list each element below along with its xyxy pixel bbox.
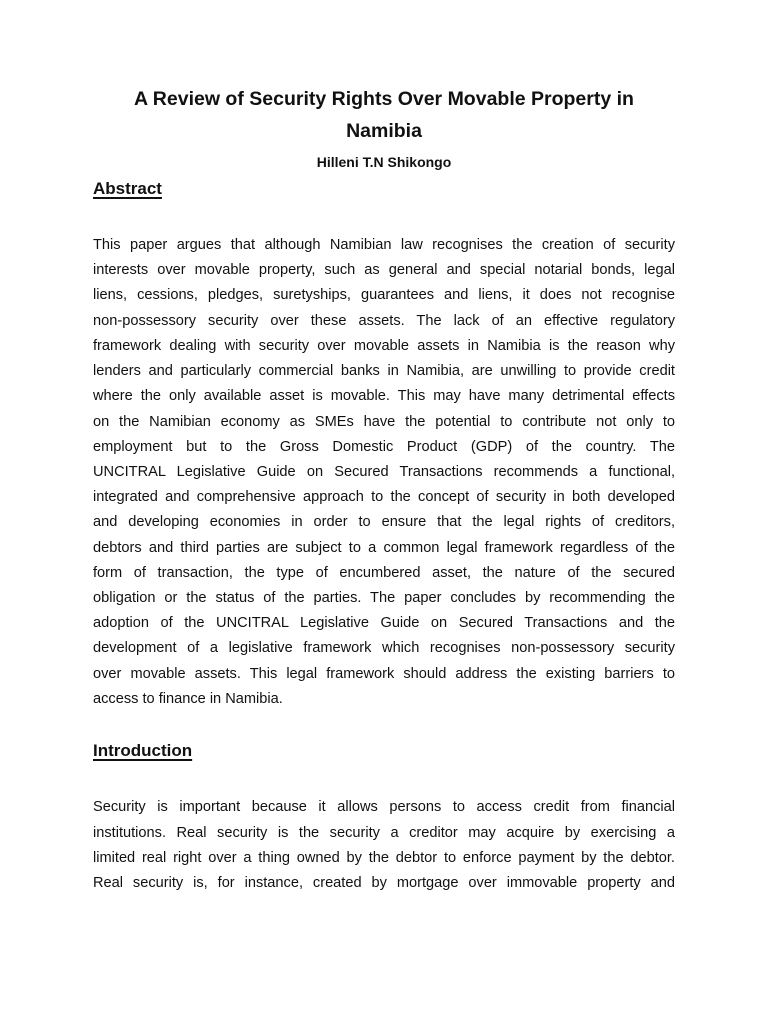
abstract-line: lenders and particularly commercial banks in Namibia, are unwilling to provide credit [93, 363, 675, 379]
abstract-line: debtors and third parties are subject to a common legal framework regardless of the [93, 540, 675, 556]
abstract-line: interests over movable property, such as general and special notarial bonds, legal [93, 262, 675, 278]
abstract-line: and developing economies in order to ensure that the legal rights of creditors, [93, 514, 675, 530]
abstract-line: development of a legislative framework which recognises non-possessory security [93, 640, 675, 656]
abstract-line: form of transaction, the type of encumbered asset, the nature of the secured [93, 565, 675, 581]
introduction-line: limited real right over a thing owned by the debtor to enforce payment by the debtor. [93, 850, 675, 866]
abstract-line: This paper argues that although Namibian law recognises the creation of security [93, 237, 675, 253]
abstract-line: UNCITRAL Legislative Guide on Secured Transactions recommends a functional, [93, 464, 675, 480]
abstract-line: non-possessory security over these assets. The lack of an effective regulatory [93, 313, 675, 329]
abstract-line: access to finance in Namibia. [93, 691, 283, 707]
abstract-line: obligation or the status of the parties. The paper concludes by recommending the [93, 590, 675, 606]
author-name: Hilleni T.N Shikongo [316, 154, 452, 170]
abstract-line: employment but to the Gross Domestic Product (GDP) of the country. The [93, 439, 675, 455]
abstract-line: liens, cessions, pledges, suretyships, guarantees and liens, it does not recognise [93, 287, 675, 303]
abstract-line: where the only available asset is movable. This may have many detrimental effects [93, 388, 675, 404]
abstract-line: on the Namibian economy as SMEs have the potential to contribute not only to [93, 414, 675, 430]
introduction-heading: Introduction [93, 741, 193, 760]
abstract-line: integrated and comprehensive approach to the concept of security in both developed [93, 489, 675, 505]
introduction-line: Real security is, for instance, created by mortgage over immovable property and [93, 875, 675, 891]
paper-title-line-1: A Review of Security Rights Over Movable Property in [134, 88, 634, 110]
abstract-line: adoption of the UNCITRAL Legislative Guide on Secured Transactions and the [93, 615, 675, 631]
abstract-heading: Abstract [93, 179, 162, 198]
paper-title-line-2: Namibia [346, 120, 422, 142]
abstract-line: framework dealing with security over movable assets in Namibia is the reason why [93, 338, 675, 354]
introduction-line: institutions. Real security is the security a creditor may acquire by exercising a [93, 825, 675, 841]
introduction-line: Security is important because it allows persons to access credit from financial [93, 799, 675, 815]
abstract-line: over movable assets. This legal framework should address the existing barriers to [93, 666, 675, 682]
